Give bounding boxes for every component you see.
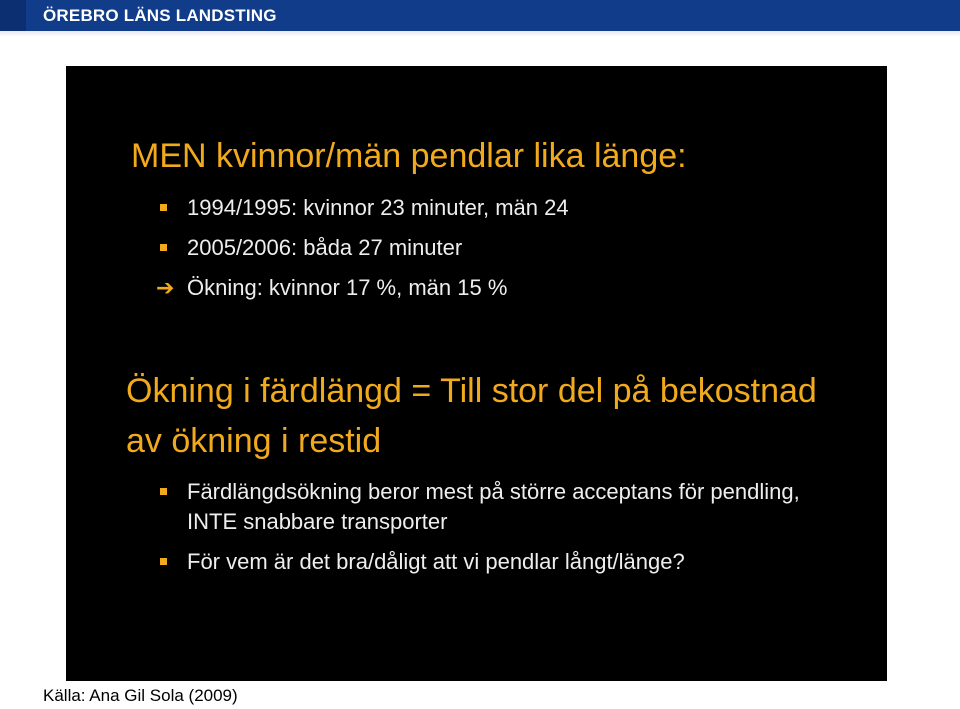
square-bullet-icon [160,204,167,211]
list-item [160,233,569,263]
bullet-list-secondary [160,477,847,587]
source-citation: Källa: Ana Gil Sola (2009) [43,686,238,705]
bullet-text: 2005/2006: båda 27 minuter [187,235,463,260]
slide-heading-secondary: Ökning i färdlängd = Till stor del på bekostnad av ökning i restid [126,372,817,460]
bullet-list-primary [156,193,569,313]
bullet-text: För vem är det bra/dåligt att vi pendlar långt/länge? [187,549,685,574]
list-item [160,547,847,577]
slide-heading-primary: MEN kvinnor/män pendlar lika länge: [131,137,687,175]
list-item [160,477,847,537]
square-bullet-icon [160,244,167,251]
list-item [156,273,569,303]
bullet-text: 1994/1995: kvinnor 23 minuter, män 24 [187,195,569,220]
header-divider [0,31,960,37]
bullet-text: Ökning: kvinnor 17 %, män 15 % [187,275,508,300]
slide-image [66,66,887,681]
organization-name: ÖREBRO LÄNS LANDSTING [43,6,277,25]
square-bullet-icon [160,488,167,495]
list-item [160,193,569,223]
header-bar [0,0,960,31]
right-arrow-icon: ➔ [156,275,175,300]
square-bullet-icon [160,558,167,565]
header-accent [0,0,26,31]
bullet-text: Färdlängdsökning beror mest på större acceptans för pendling, INTE snabbare transporter [187,479,800,534]
